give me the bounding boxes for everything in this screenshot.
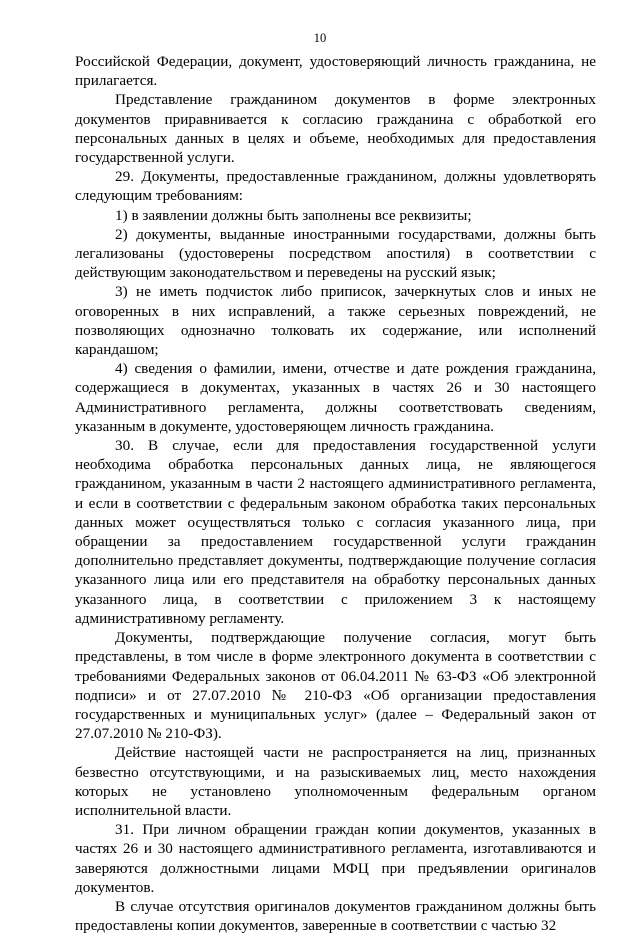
paragraph-continuation: Российской Федерации, документ, удостоверяющий личность гражданина, не прилагается. — [75, 53, 596, 90]
document-body — [75, 52, 596, 935]
paragraph-30-exception: Действие настоящей части не распространяется на лиц, признанных безвестно отсутствующими, и на разыскиваемых лиц, место нахождения которых не установлено уполномоченным федеральным органом исполнительной власти. — [75, 744, 596, 819]
paragraph-30: 30. В случае, если для предоставления государственной услуги необходима обработка персональных данных лица, не являющегося гражданином, указанным в части 2 настоящего административного регламента, и если в соответствии с федеральным законом обработка таких персональных данных может осуществляться только с согласия указанного лица, при обращении за предоставлением государственной услуги гражданин дополнительно представляет документы, подтверждающие получение согласия указанного лица или его представителя на обработку персональных данных указанного лица, в соответствии с приложением 3 к настоящему административному регламенту. — [75, 437, 596, 627]
paragraph-29: 29. Документы, предоставленные гражданином, должны удовлетворять следующим требованиям: — [75, 168, 596, 205]
page-number: 10 — [313, 31, 327, 45]
paragraph-29-item-1: 1) в заявлении должны быть заполнены все реквизиты; — [115, 206, 472, 224]
paragraph-31-no-originals: В случае отсутствия оригиналов документов гражданином должны быть предоставлены копии документов, заверенные в соответствии с частью 32 — [75, 897, 596, 935]
paragraph-31: 31. При личном обращении граждан копии документов, указанных в частях 26 и 30 настоящего административного регламента, изготавливаются и заверяются должностными лицами МФЦ при предъявлении оригиналов документов. — [75, 821, 596, 896]
paragraph-30-consent-documents: Документы, подтверждающие получение согласия, могут быть представлены, в том числе в форме электронного документа в соответствии с требованиями Федеральных законов от 06.04.2011 № 63-ФЗ «Об электронной подписи» и от 27.07.2010 № 210-ФЗ «Об организации предоставления государственных и муниципальных услуг» (далее – Федеральный закон от 27.07.2010 № 210-ФЗ). — [75, 629, 596, 743]
paragraph-29-item-2: 2) документы, выданные иностранными государствами, должны быть легализованы (удостоверены посредством апостиля) в соответствии с действующим законодательством и переведены на русский язык; — [75, 225, 596, 282]
paragraph-29-item-3: 3) не иметь подчисток либо приписок, зачеркнутых слов и иных не оговоренных в них исправлений, а также серьезных повреждений, не позволяющих однозначно толковать их содержание, или исполнений карандашом; — [75, 283, 596, 359]
paragraph-electronic-documents: Представление гражданином документов в форме электронных документов приравнивается к согласию гражданина с обработкой его персональных данных в целях и объеме, необходимых для предоставления государственной услуги. — [75, 91, 596, 167]
paragraph-29-item-4: 4) сведения о фамилии, имени, отчестве и дате рождения гражданина, содержащиеся в документах, указанных в частях 26 и 30 настоящего Административного регламента, должны соответствовать сведениям, указанным в документе, удостоверяющем личность гражданина. — [75, 360, 596, 435]
